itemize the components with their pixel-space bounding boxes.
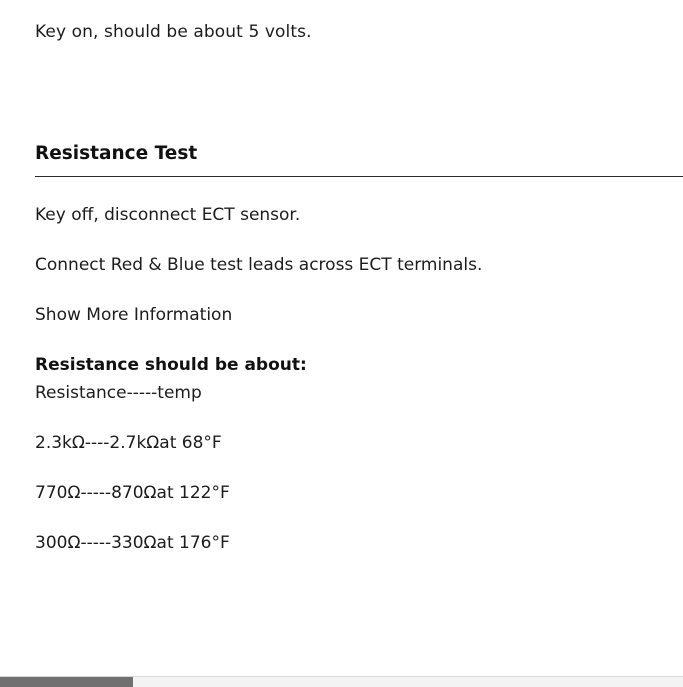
resistance-table-header: Resistance-----temp	[35, 383, 202, 403]
vertical-spacer	[35, 44, 648, 142]
horizontal-scrollbar[interactable]	[0, 676, 683, 687]
step-connect-leads: Connect Red & Blue test leads across ECT terminals.	[35, 255, 483, 275]
step-disconnect-sensor: Key off, disconnect ECT sensor.	[35, 205, 301, 225]
section-heading-resistance-test: Resistance Test	[35, 143, 198, 164]
section-body	[0, 203, 683, 555]
resistance-should-be-label: Resistance should be about:	[35, 355, 307, 375]
divider-wrap	[0, 176, 683, 177]
intro-paragraph: Key on, should be about 5 volts.	[35, 22, 312, 42]
document-content	[0, 0, 683, 176]
section-divider	[35, 176, 683, 177]
horizontal-scrollbar-track[interactable]	[133, 677, 683, 687]
resistance-reading-row: 2.3kΩ----2.7kΩat 68°F	[35, 433, 222, 453]
horizontal-scrollbar-thumb[interactable]	[0, 677, 133, 687]
resistance-reading-row: 770Ω-----870Ωat 122°F	[35, 483, 230, 503]
show-more-information-link[interactable]: Show More Information	[35, 305, 233, 325]
resistance-reading-row: 300Ω-----330Ωat 176°F	[35, 533, 230, 553]
